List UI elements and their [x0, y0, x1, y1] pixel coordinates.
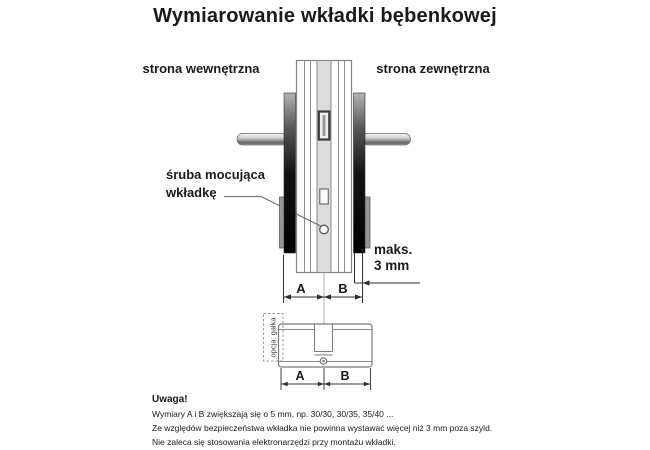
door-cross-section — [297, 61, 352, 273]
dimension-a-label-main: A — [296, 281, 306, 296]
note-heading: Uwaga! — [152, 394, 188, 405]
outer-side-label: strona zewnętrzna — [376, 61, 490, 76]
mounting-screw-label-line2: wkładkę — [166, 185, 217, 200]
escutcheon-inner — [284, 93, 296, 253]
escutcheon-outer — [354, 93, 366, 253]
knob-option-label: opcja: gałka — [268, 316, 278, 358]
note-line-3: Nie zaleca się stosowania elektronarzędzi przy montażu wkładki. — [152, 437, 396, 447]
note-line-1: Wymiary A i B zwiększają się o 5 mm, np. 30/30, 30/35, 35/40 ... — [152, 409, 394, 419]
cylinder-channel — [317, 61, 331, 273]
cylinder-profile-view — [279, 324, 373, 367]
mounting-screw-label-line1: śruba mocująca — [166, 167, 265, 182]
fixing-slot — [320, 189, 329, 204]
max-protrusion-label — [374, 242, 412, 274]
keyhole-slot — [319, 112, 330, 140]
max-protrusion-label-line2: 3 mm — [374, 258, 410, 273]
mounting-screw-label — [166, 166, 265, 202]
mounting-screw — [320, 225, 329, 234]
note-block — [152, 393, 492, 449]
inner-side-label: strona wewnętrzna — [142, 61, 260, 76]
shield-tab-right — [365, 197, 371, 248]
max-protrusion-label-line1: maks. — [374, 242, 413, 257]
knob-option-label-box — [263, 313, 283, 361]
profile-dimension-lines — [281, 368, 371, 390]
dimension-b-label-main: B — [338, 281, 348, 296]
note-line-2: Ze względów bezpieczeństwa wkładka nie powinna wystawać więcej niż 3 mm poza szyld. — [152, 423, 493, 433]
dimension-a-label-profile: A — [295, 369, 305, 383]
handle-bar-left — [237, 134, 287, 146]
page-title: Wymiarowanie wkładki bębenkowej — [153, 5, 497, 27]
handle-bar-right — [362, 134, 411, 146]
dimension-b-label-profile: B — [340, 369, 350, 383]
